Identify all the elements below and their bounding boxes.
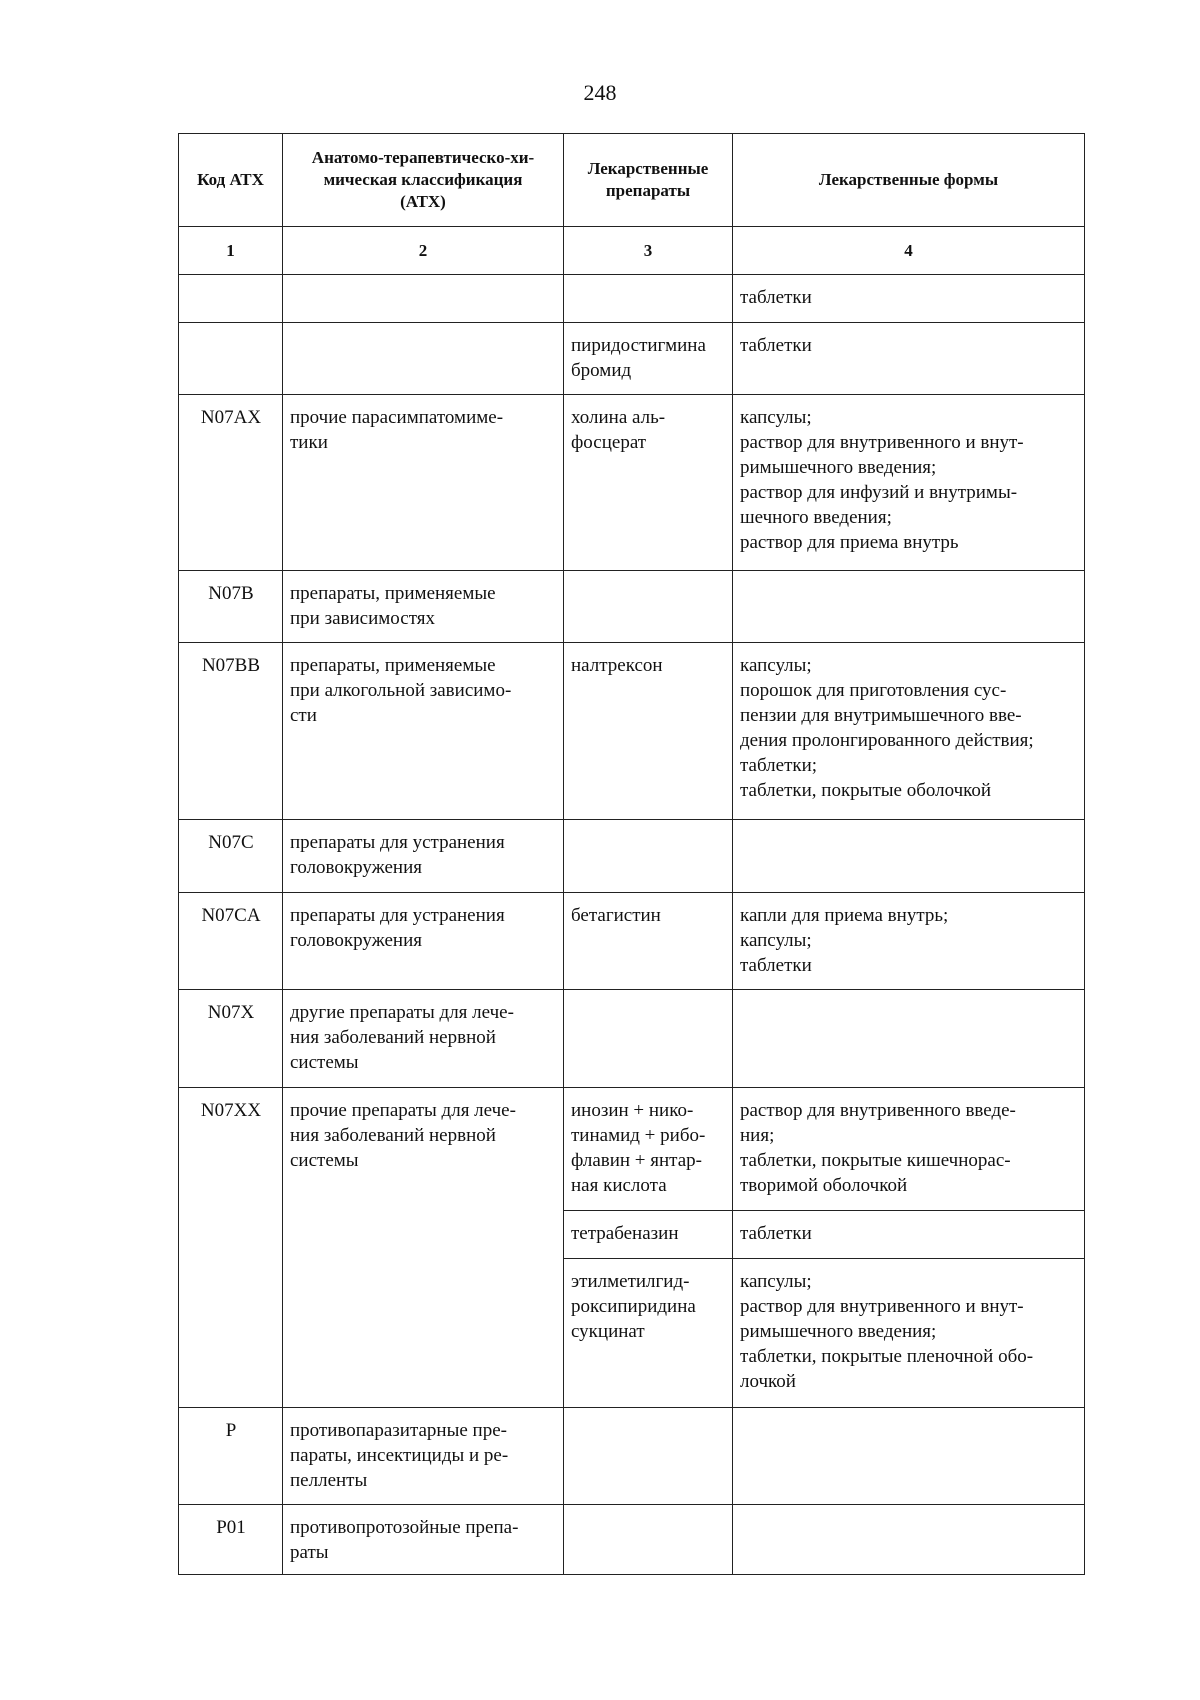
dosage-forms-cell [733,1408,1085,1505]
text-line: прочие парасимпатомиме- [290,407,504,428]
drug-cell [564,1088,733,1211]
atx-code-cell: N07X [179,990,283,1088]
text-line: шечного введения; [740,507,892,528]
text-line: капсулы; [740,407,812,428]
text-line: фосцерат [571,432,647,453]
text-line: холина аль- [571,407,666,428]
text-line: бромид [571,360,632,381]
text-line: римышечного введения; [740,457,937,478]
dosage-forms-cell [733,820,1085,893]
text-line: головокружения [290,930,423,951]
atx-table [178,133,1085,1575]
text-line: (АТХ) [400,192,446,211]
dosage-forms-cell [733,275,1085,323]
drug-cell [564,990,733,1088]
dosage-forms-cell [733,323,1085,395]
classification-cell [283,1408,564,1505]
text-line: лочкой [740,1371,796,1392]
atx-code-cell: N07B [179,571,283,643]
table-row [179,990,1085,1088]
classification-cell [283,323,564,395]
text-line: другие препараты для лече- [290,1002,514,1023]
text-line: раствор для внутривенного введе- [740,1100,1016,1121]
text-line: раствор для инфузий и внутримы- [740,482,1018,503]
table-row [179,323,1085,395]
header-code [179,134,283,227]
drug-cell [564,275,733,323]
text-line: капсулы; [740,1271,812,1292]
table-row [179,571,1085,643]
dosage-forms-cell [733,571,1085,643]
text-line: препараты [605,181,691,200]
atx-code-cell: N07BB [179,643,283,820]
header-row [179,134,1085,227]
text-line: препараты, применяемые [290,655,496,676]
classification-cell [283,820,564,893]
drug-cell [564,1259,733,1408]
drug-cell [564,395,733,571]
text-line: противопротозойные препа- [290,1517,519,1538]
column-number: 3 [564,227,733,275]
text-line: противопаразитарные пре- [290,1420,507,1441]
text-line: роксипиридина [571,1296,696,1317]
classification-cell [283,571,564,643]
dosage-forms-cell [733,1088,1085,1211]
atx-code-cell: N07AX [179,395,283,571]
text-line: системы [290,1150,359,1171]
text-line: сти [290,705,317,726]
text-line: при зависимостях [290,608,435,629]
classification-cell [283,395,564,571]
atx-code-cell [179,323,283,395]
text-line: таблетки, покрытые оболочкой [740,780,992,801]
dosage-forms-cell [733,990,1085,1088]
table-row [179,275,1085,323]
text-line: головокружения [290,857,423,878]
text-line: налтрексон [571,655,663,676]
column-number: 1 [179,227,283,275]
text-line: тетрабеназин [571,1223,679,1244]
header-classification [283,134,564,227]
text-line: порошок для приготовления сус- [740,680,1007,701]
classification-cell [283,275,564,323]
atx-code-cell: P [179,1408,283,1505]
dosage-forms-cell [733,1505,1085,1575]
text-line: таблетки [740,955,812,976]
classification-cell [283,893,564,990]
column-number: 4 [733,227,1085,275]
table-row [179,1505,1085,1575]
text-line: прочие препараты для лече- [290,1100,516,1121]
text-line: пелленты [290,1470,368,1491]
text-line: ния заболеваний нервной [290,1125,496,1146]
table-row [179,1408,1085,1505]
text-line: Анатомо-терапевтическо-хи- [311,148,535,167]
text-line: мическая классификация [323,170,523,189]
text-line: ния заболеваний нервной [290,1027,496,1048]
page-number: 248 [583,80,617,105]
atx-code-cell: N07XX [179,1088,283,1408]
classification-cell [283,643,564,820]
text-line: капсулы; [740,655,812,676]
dosage-forms-cell [733,643,1085,820]
drug-cell [564,571,733,643]
text-line: пиридостигмина [571,335,706,356]
drug-cell [564,1505,733,1575]
table-row [179,643,1085,820]
text-line: капсулы; [740,930,812,951]
text-line: таблетки, покрытые пленочной обо- [740,1346,1034,1367]
drug-cell [564,820,733,893]
text-line: таблетки [740,287,812,308]
text-line: ния; [740,1125,775,1146]
atx-code-cell: P01 [179,1505,283,1575]
text-line: Код АТХ [197,170,264,189]
atx-code-cell: N07CA [179,893,283,990]
text-line: творимой оболочкой [740,1175,908,1196]
text-line: бетагистин [571,905,661,926]
text-line: тики [290,432,328,453]
text-line: таблетки [740,1223,812,1244]
text-line: римышечного введения; [740,1321,937,1342]
text-line: раствор для внутривенного и внут- [740,1296,1024,1317]
text-line: флавин + янтар- [571,1150,702,1171]
drug-cell [564,893,733,990]
text-line: ная кислота [571,1175,667,1196]
table-row [179,820,1085,893]
text-line: инозин + нико- [571,1100,694,1121]
atx-code-cell: N07C [179,820,283,893]
classification-cell [283,1088,564,1408]
text-line: раствор для внутривенного и внут- [740,432,1024,453]
dosage-forms-cell [733,893,1085,990]
dosage-forms-cell [733,1259,1085,1408]
text-line: тинамид + рибо- [571,1125,706,1146]
text-line: пензии для внутримышечного вве- [740,705,1022,726]
column-number-row [179,227,1085,275]
header-drugs [564,134,733,227]
text-line: таблетки; [740,755,818,776]
text-line: сукцинат [571,1321,645,1342]
atx-code-cell [179,275,283,323]
classification-cell [283,1505,564,1575]
text-line: этилметилгид- [571,1271,690,1292]
drug-cell [564,643,733,820]
text-line: Лекарственные формы [818,170,999,189]
text-line: препараты для устранения [290,905,505,926]
column-number: 2 [283,227,564,275]
text-line: препараты, применяемые [290,583,496,604]
drug-cell [564,1211,733,1259]
text-line: при алкогольной зависимо- [290,680,512,701]
text-line: раствор для приема внутрь [740,532,959,553]
text-line: капли для приема внутрь; [740,905,949,926]
classification-cell [283,990,564,1088]
table-row [179,1088,1085,1211]
text-line: таблетки, покрытые кишечнорас- [740,1150,1011,1171]
text-line: Лекарственные [587,159,709,178]
table-row [179,893,1085,990]
text-line: параты, инсектициды и ре- [290,1445,509,1466]
header-forms [733,134,1085,227]
drug-cell [564,323,733,395]
dosage-forms-cell [733,1211,1085,1259]
text-line: системы [290,1052,359,1073]
text-line: раты [290,1542,329,1563]
text-line: дения пролонгированного действия; [740,730,1034,751]
text-line: препараты для устранения [290,832,505,853]
dosage-forms-cell [733,395,1085,571]
text-line: таблетки [740,335,812,356]
table-row [179,395,1085,571]
drug-cell [564,1408,733,1505]
